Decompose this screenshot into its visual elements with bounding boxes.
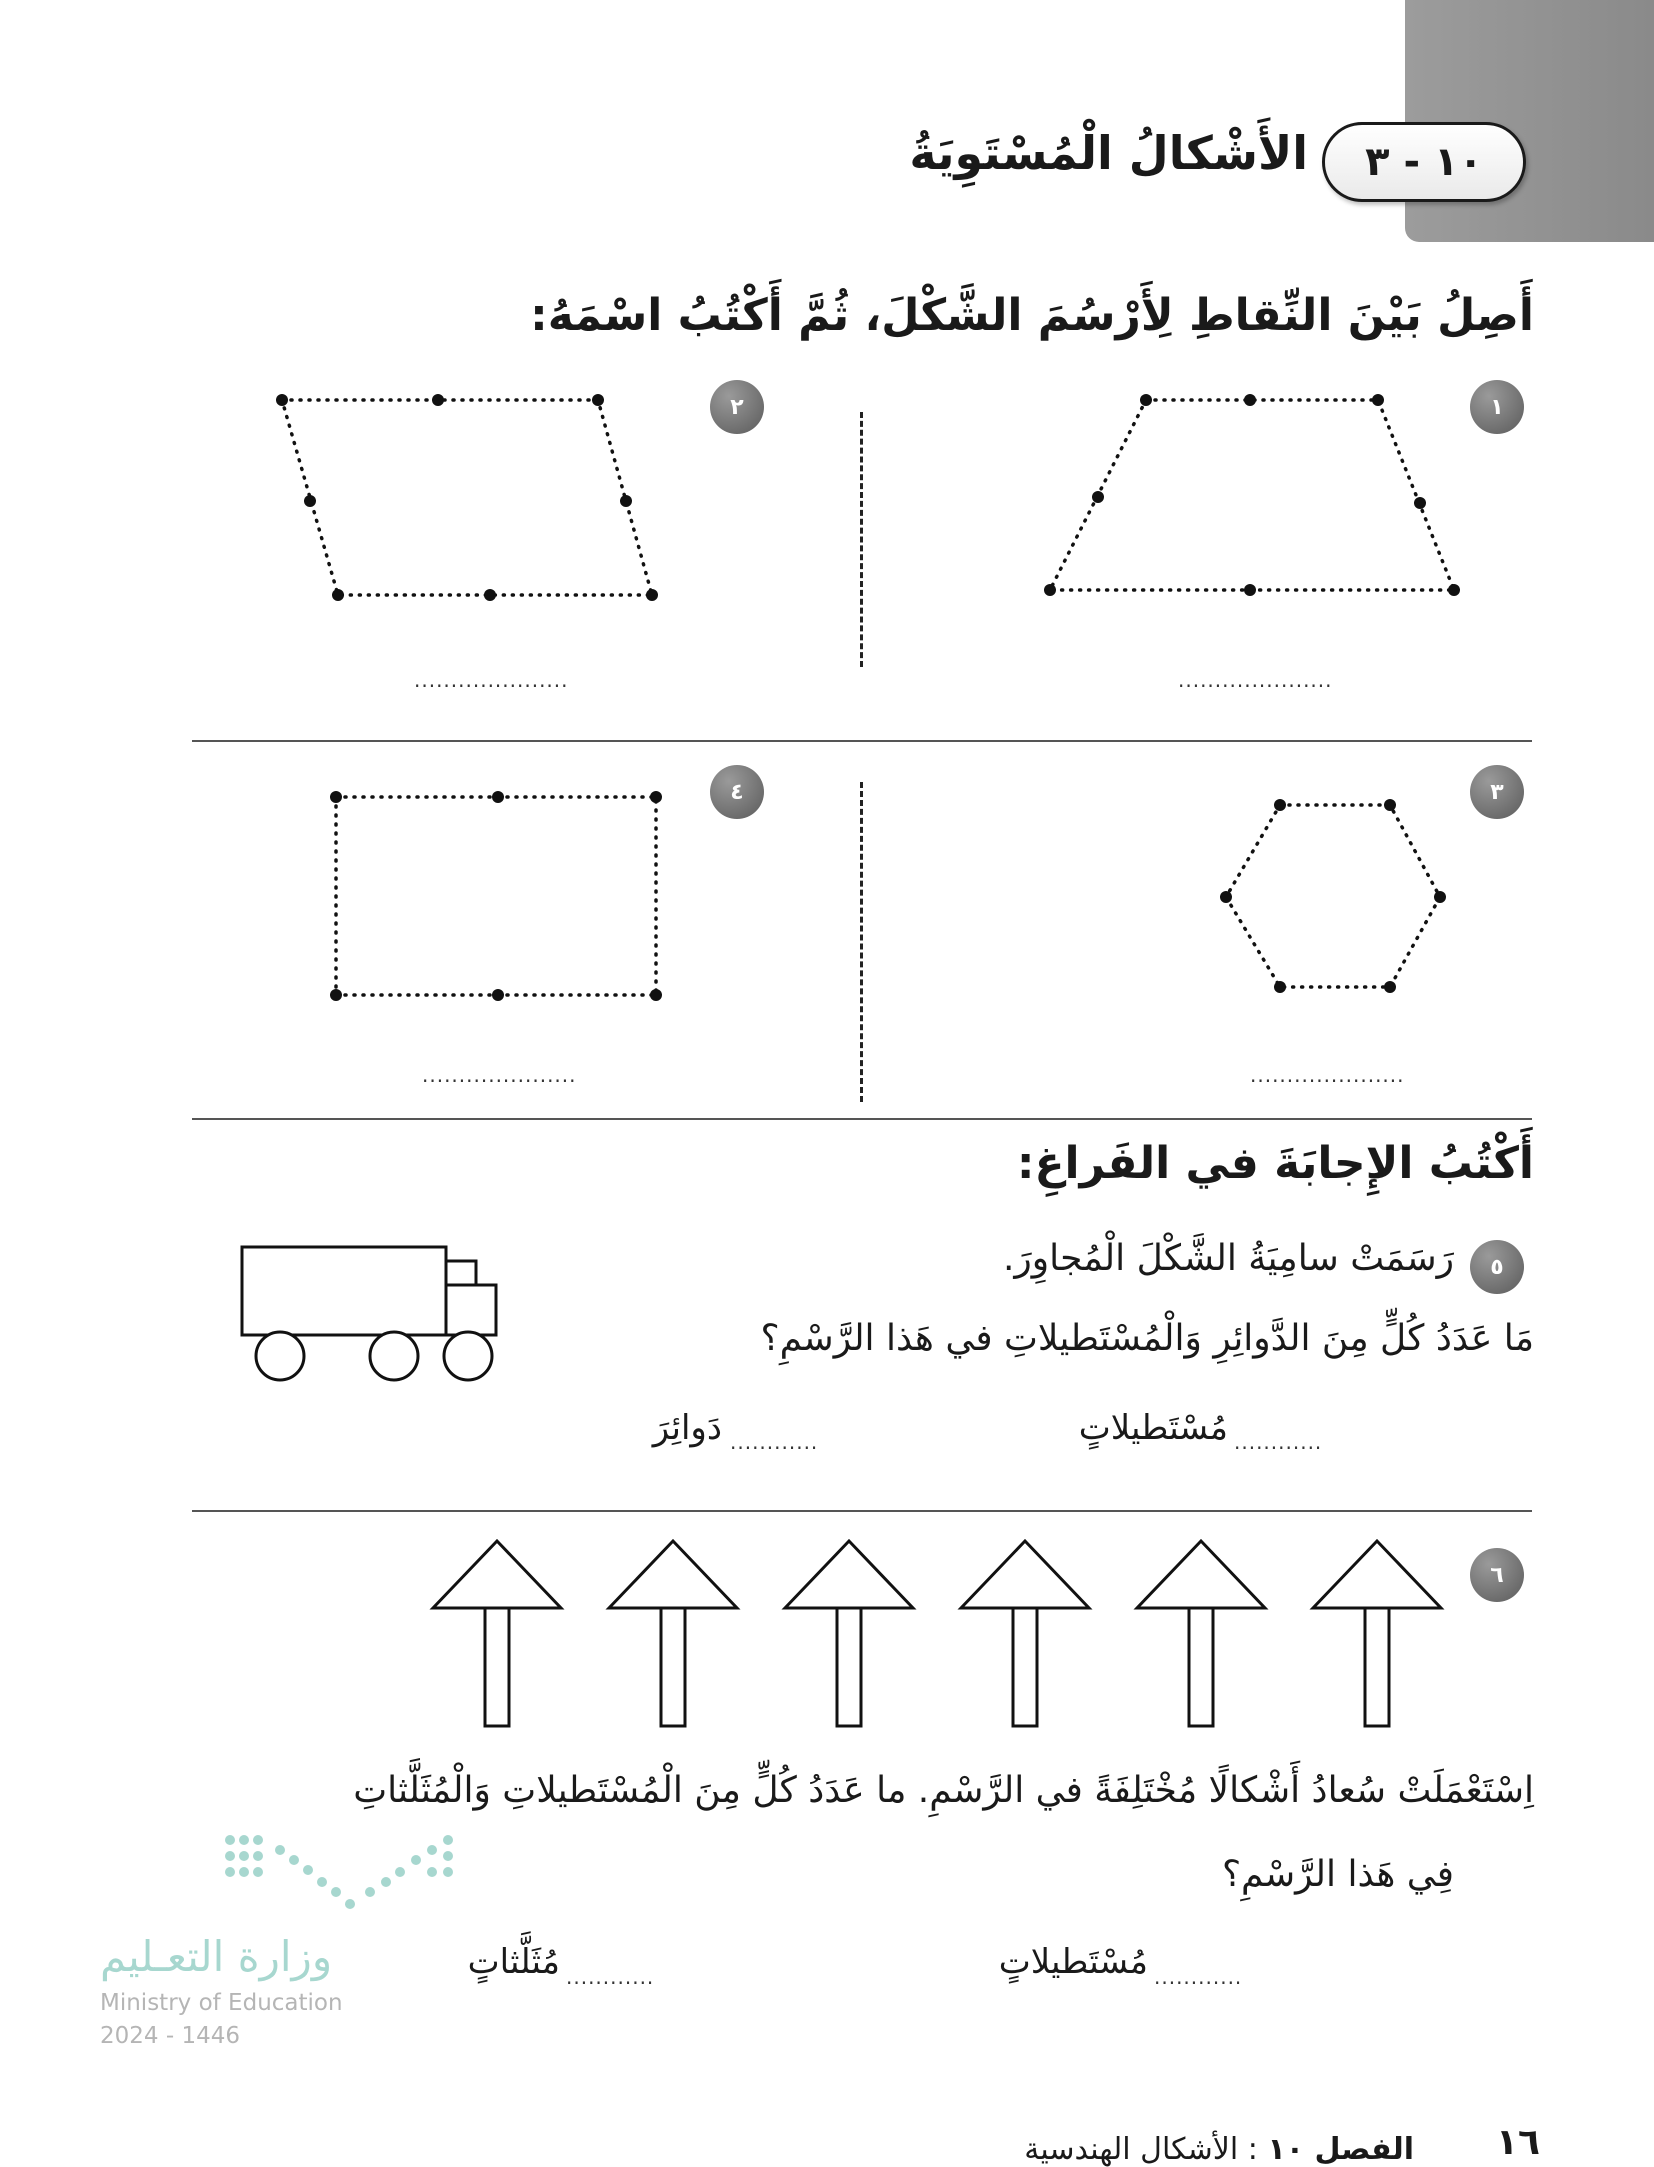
truck-figure bbox=[240, 1245, 500, 1385]
dot bbox=[492, 989, 504, 1001]
lesson-number: ١٠ - ٣ bbox=[1365, 139, 1483, 185]
arrow-shape bbox=[1313, 1541, 1441, 1726]
truck-wheel-circle bbox=[370, 1332, 418, 1380]
trapezoid-dots-figure[interactable] bbox=[1030, 385, 1480, 595]
dot bbox=[1092, 491, 1104, 503]
section1-instruction: أَصِلُ بَيْنَ النِّقاطِ لِأَرْسُمَ الشَّكْلَ، ثُمَّ أَكْتُبُ اسْمَهُ: bbox=[530, 290, 1534, 341]
dot bbox=[332, 589, 344, 601]
question-6-line2: فِي هَذا الرَّسْمِ؟ bbox=[1221, 1854, 1454, 1895]
watermark-year: 2024 - 1446 bbox=[100, 2023, 240, 2049]
circles-label: دَوائِرَ bbox=[652, 1408, 722, 1448]
dot bbox=[1434, 891, 1446, 903]
parallelogram-dots-figure[interactable] bbox=[270, 385, 670, 605]
item-3-badge: ٣ bbox=[1470, 765, 1524, 819]
horizontal-divider-3 bbox=[192, 1510, 1532, 1512]
corner-tab bbox=[1405, 0, 1654, 242]
lesson-title: الأَشْكالُ الْمُسْتَوِيَةُ bbox=[909, 126, 1308, 180]
dot bbox=[1044, 584, 1056, 596]
horizontal-divider-2 bbox=[192, 1118, 1532, 1120]
triangles-label: مُثَلَّثاتٍ bbox=[467, 1942, 560, 1982]
dot bbox=[484, 589, 496, 601]
item-1-answer-blank[interactable]: ..................... bbox=[1178, 668, 1333, 692]
dot bbox=[330, 791, 342, 803]
lesson-number-badge bbox=[1322, 122, 1526, 202]
item-4-answer-blank[interactable]: ..................... bbox=[422, 1063, 577, 1087]
truck-wheel-circle bbox=[256, 1332, 304, 1380]
dot bbox=[1384, 981, 1396, 993]
vertical-divider-top bbox=[860, 412, 863, 667]
dot bbox=[646, 589, 658, 601]
dot bbox=[330, 989, 342, 1001]
circles-count-blank[interactable]: ............ bbox=[730, 1430, 819, 1454]
arrow-shape bbox=[1137, 1541, 1265, 1726]
question-6-line1: اِسْتَعْمَلَتْ سُعادُ أَشْكالًا مُخْتَلِفَةً في الرَّسْمِ. ما عَدَدُ كُلٍّ مِنَ الْمُسْتَطيلاتِ وَالْمُثَلَّثاتِ bbox=[353, 1770, 1534, 1811]
truck-body-rect bbox=[242, 1247, 446, 1335]
q6-rectangles-label: مُسْتَطيلاتٍ bbox=[998, 1942, 1148, 1982]
dot bbox=[1220, 891, 1232, 903]
truck-wheel-circle bbox=[444, 1332, 492, 1380]
dot bbox=[1244, 394, 1256, 406]
item-3-answer-blank[interactable]: ..................... bbox=[1250, 1063, 1405, 1087]
dot bbox=[650, 989, 662, 1001]
footer-chapter-label: الفصل ١٠ bbox=[1267, 2132, 1414, 2167]
question-5-badge: ٥ bbox=[1470, 1240, 1524, 1294]
page-number: ١٦ bbox=[1496, 2122, 1540, 2163]
dot bbox=[492, 791, 504, 803]
question-5-line1: رَسَمَتْ سامِيَةُ الشَّكْلَ الْمُجاوِرَ. bbox=[1002, 1238, 1454, 1279]
item-2-answer-blank[interactable]: ..................... bbox=[414, 668, 569, 692]
dot bbox=[650, 791, 662, 803]
dot bbox=[1372, 394, 1384, 406]
rectangles-label: مُسْتَطيلاتٍ bbox=[1078, 1408, 1228, 1448]
footer-chapter bbox=[1024, 2132, 1414, 2167]
arrow-shape bbox=[609, 1541, 737, 1726]
rectangles-count-blank[interactable]: ............ bbox=[1234, 1430, 1323, 1454]
dot bbox=[432, 394, 444, 406]
footer-chapter-title: الأشكال الهندسية bbox=[1024, 2132, 1239, 2167]
dot bbox=[1140, 394, 1152, 406]
arrow-shape bbox=[961, 1541, 1089, 1726]
dot bbox=[1384, 799, 1396, 811]
dot bbox=[1274, 981, 1286, 993]
arrows-figure bbox=[430, 1538, 1452, 1730]
question-5-line2: مَا عَدَدُ كُلٍّ مِنَ الدَّوائِرِ وَالْمُسْتَطيلاتِ في هَذا الرَّسْمِ؟ bbox=[760, 1318, 1534, 1359]
horizontal-divider-1 bbox=[192, 740, 1532, 742]
item-2-badge: ٢ bbox=[710, 380, 764, 434]
item-1-badge: ١ bbox=[1470, 380, 1524, 434]
dot bbox=[620, 495, 632, 507]
arrow-shape bbox=[785, 1541, 913, 1726]
rectangle-dots-figure[interactable] bbox=[320, 785, 670, 1005]
dot bbox=[1448, 584, 1460, 596]
dot bbox=[1274, 799, 1286, 811]
item-4-badge: ٤ bbox=[710, 765, 764, 819]
triangles-count-blank[interactable]: ............ bbox=[566, 1965, 655, 1989]
q6-rectangles-count-blank[interactable]: ............ bbox=[1154, 1965, 1243, 1989]
truck-cab-rect bbox=[446, 1285, 496, 1335]
question-6-badge: ٦ bbox=[1470, 1548, 1524, 1602]
dot bbox=[276, 394, 288, 406]
watermark-arabic: وزارة التعـليم bbox=[100, 1932, 333, 1981]
truck-window-rect bbox=[446, 1261, 476, 1285]
dot bbox=[304, 495, 316, 507]
dot bbox=[1414, 497, 1426, 509]
dot bbox=[1244, 584, 1256, 596]
dot bbox=[592, 394, 604, 406]
ministry-logo-dots-icon bbox=[220, 1830, 470, 1925]
vertical-divider-middle bbox=[860, 782, 863, 1102]
footer-separator: : bbox=[1247, 2132, 1258, 2167]
section2-instruction: أَكْتُبُ الإِجابَةَ في الفَراغِ: bbox=[1016, 1138, 1534, 1189]
arrow-shape bbox=[433, 1541, 561, 1726]
watermark-english: Ministry of Education bbox=[100, 1990, 343, 2016]
hexagon-dots-figure[interactable] bbox=[1210, 790, 1460, 1000]
